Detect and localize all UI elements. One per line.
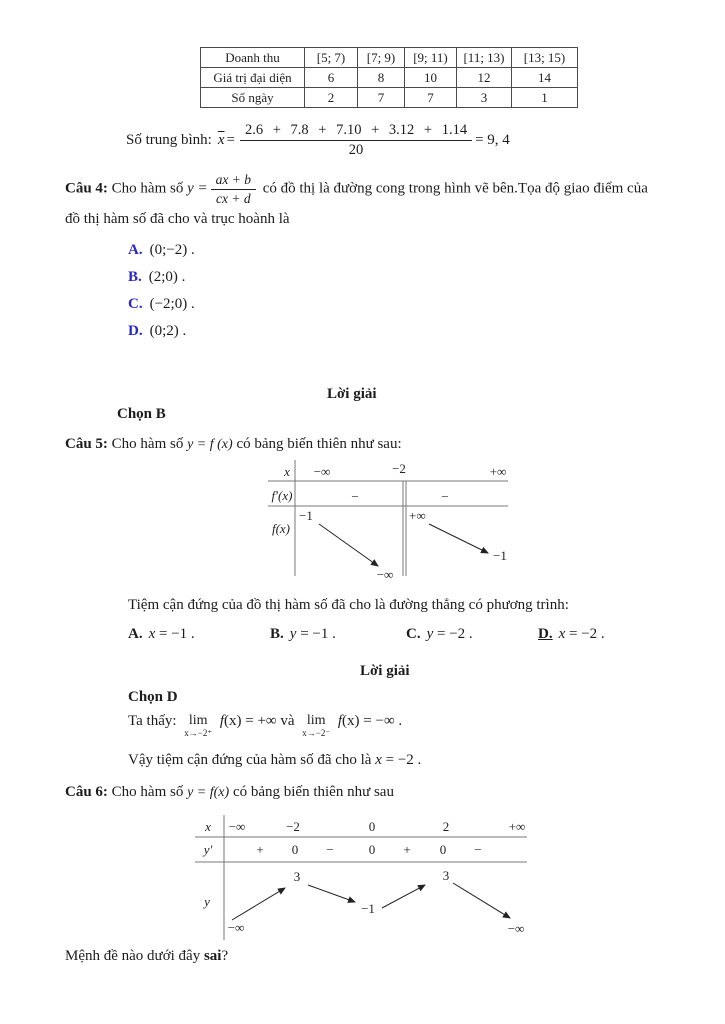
mean-result: = 9, 4 [475, 131, 510, 148]
function-notation: y = f(x) [187, 785, 230, 800]
option-rest: = −1 . [155, 626, 195, 642]
table-cell: 3 [457, 88, 512, 108]
bbt-sign: 0 [368, 842, 376, 857]
chosen-answer-q5: Chọn D [128, 689, 178, 705]
function-lhs: y = [187, 180, 208, 197]
bbt-sign: 0 [439, 842, 447, 857]
limit-2 [302, 714, 330, 738]
mean-fraction [240, 122, 472, 158]
table-cell: 10 [405, 68, 457, 88]
question-4-body: có đồ thị là đường cong trong hình vẽ bên.Tọa độ giao điểm của đồ thị hàm số đã cho và trục hoành là [65, 180, 648, 228]
option-value: (−2;0) . [149, 296, 195, 312]
table-cell: [9; 11) [405, 48, 457, 68]
observe-prefix: Ta thấy: [128, 713, 177, 729]
final-after: ? [221, 948, 229, 964]
option-value: (0;2) . [149, 323, 187, 339]
option-var: y [426, 626, 434, 642]
bbt-sign: + [403, 842, 411, 857]
bbt-sign-right: − [441, 489, 449, 504]
row-header: Doanh thu [201, 48, 305, 68]
bbt-row-label-x: x [205, 819, 211, 834]
option-letter: B. [270, 626, 284, 642]
table-row [201, 48, 578, 68]
option-letter: A. [128, 242, 143, 258]
row-header: Số ngày [201, 88, 305, 108]
bbt-x-right: +∞ [489, 464, 507, 479]
function-f: f [219, 713, 225, 729]
bbt-x-mid: −2 [392, 461, 406, 476]
question-4-text [65, 172, 665, 233]
option-letter: B. [128, 269, 142, 285]
question-4-options [128, 242, 195, 350]
bbt-row-label-y: y [204, 894, 210, 909]
conclusion-rest: = −2 . [381, 752, 422, 768]
conclusion-line [128, 752, 421, 769]
question-6-text [65, 784, 394, 801]
option-d [538, 626, 605, 643]
table-cell: 7 [405, 88, 457, 108]
variation-table-q6 [195, 812, 530, 944]
row-header: Giá trị đại diện [201, 68, 305, 88]
option-letter: C. [406, 626, 421, 642]
revenue-table [200, 47, 578, 108]
question-6-body: có bảng biến thiên như sau [229, 784, 394, 800]
option-c [128, 296, 195, 323]
option-value: (2;0) . [148, 269, 186, 285]
bbt-row-label-x: x [284, 464, 290, 479]
final-bold: sai [203, 948, 222, 964]
table-cell: [5; 7) [305, 48, 358, 68]
observation-line [128, 713, 402, 738]
bbt-sign: 0 [291, 842, 299, 857]
bbt-value-top-mid: +∞ [409, 508, 426, 523]
question-5-prompt: Tiệm cận đứng của đồ thị hàm số đã cho là đường thẳng có phương trình: [128, 597, 569, 613]
fraction-numerator: 2.6 + 7.8 + 7.10 + 3.12 + 1.14 [240, 122, 472, 141]
question-5-intro: Cho hàm số [107, 436, 188, 452]
question-6-label: Câu 6: [65, 784, 108, 800]
variation-table-q5 [266, 456, 522, 586]
fraction-numerator: ax + b [211, 172, 256, 190]
table-cell: 12 [457, 68, 512, 88]
conclusion-text: Vậy tiệm cận đứng của hàm số đã cho là [128, 752, 376, 768]
bbt-x-value: −∞ [228, 819, 246, 834]
table-cell: 6 [305, 68, 358, 88]
table-cell: 14 [512, 68, 578, 88]
question-5-label: Câu 5: [65, 436, 108, 452]
option-letter: A. [128, 626, 143, 642]
table-row [201, 68, 578, 88]
bbt-value: −1 [361, 901, 375, 916]
x-bar: $\overline{x}$ [217, 131, 225, 148]
table-row [201, 88, 578, 108]
chosen-answer-q4: Chọn B [117, 406, 166, 422]
question-5-options [0, 626, 725, 648]
final-before: Mệnh đề nào dưới đây [65, 948, 204, 964]
option-value: (0;−2) . [149, 242, 195, 258]
limit-1-expr: (x) = +∞ [224, 713, 277, 729]
option-rest: = −2 . [433, 626, 473, 642]
table-cell: [7; 9) [358, 48, 405, 68]
function-f: f [337, 713, 343, 729]
option-var: y [289, 626, 297, 642]
bbt-row-label-yprime: y′ [203, 842, 213, 857]
solution-title: Lời giải [360, 663, 410, 679]
bbt-value-top-left: −1 [299, 508, 313, 523]
option-letter: C. [128, 296, 143, 312]
mean-formula [126, 120, 510, 160]
fraction-denominator: cx + d [216, 190, 251, 206]
option-b [270, 626, 336, 643]
option-var: x [558, 626, 566, 642]
question-6-intro: Cho hàm số [107, 784, 188, 800]
table-cell: [13; 15) [512, 48, 578, 68]
function-fraction [211, 172, 256, 206]
bbt-value: 3 [442, 868, 450, 883]
lim-operator: lim [188, 712, 208, 728]
bbt-x-left: −∞ [313, 464, 331, 479]
lim-subscript: x→−2⁺ [184, 728, 213, 738]
bbt-sign-left: − [351, 489, 359, 504]
bbt-x-value: 0 [368, 819, 376, 834]
option-letter: D. [128, 323, 143, 339]
bbt-x-value: +∞ [508, 819, 526, 834]
question-4-label: Câu 4: [65, 180, 108, 197]
option-d [128, 323, 195, 350]
bbt-sign: − [326, 842, 334, 857]
lim-subscript: x→−2⁻ [302, 728, 331, 738]
equals-sign: = [226, 131, 235, 148]
bbt-row-label-f: f(x) [271, 521, 291, 536]
table-cell: 7 [358, 88, 405, 108]
bbt-row-label-fprime: f′(x) [271, 488, 293, 503]
bbt-value-bottom-right: −1 [493, 548, 507, 563]
function-notation: y = f (x) [187, 437, 233, 452]
conjunction: và [280, 713, 295, 729]
lim-operator: lim [306, 712, 326, 728]
bbt-value: −∞ [227, 920, 245, 935]
option-var: x [148, 626, 156, 642]
mean-prefix: Số trung bình: [126, 131, 212, 148]
option-rest: = −1 . [296, 626, 336, 642]
table-cell: [11; 13) [457, 48, 512, 68]
option-a [128, 242, 195, 269]
table-cell: 8 [358, 68, 405, 88]
conclusion-var: x [375, 752, 382, 768]
bbt-sign: − [474, 842, 482, 857]
table-cell: 1 [512, 88, 578, 108]
option-rest: = −2 . [565, 626, 605, 642]
bbt-sign: + [256, 842, 264, 857]
bbt-x-value: −2 [286, 819, 300, 834]
question-4-intro: Cho hàm số [107, 180, 188, 197]
question-5-body: có bảng biến thiên như sau: [232, 436, 402, 452]
question-6-prompt [65, 948, 228, 965]
option-b [128, 269, 195, 296]
limit-1 [184, 714, 212, 738]
fraction-denominator: 20 [348, 141, 364, 158]
option-c [406, 626, 473, 643]
bbt-x-value: 2 [442, 819, 450, 834]
option-letter: D. [538, 626, 553, 642]
bbt-value-bottom-mid: −∞ [376, 567, 394, 582]
bbt-value: 3 [293, 869, 301, 884]
option-a [128, 626, 195, 643]
question-5-text [65, 431, 402, 458]
bbt-value: −∞ [507, 921, 525, 936]
table-cell: 2 [305, 88, 358, 108]
solution-title: Lời giải [327, 386, 377, 402]
limit-2-expr: (x) = −∞ . [342, 713, 403, 729]
